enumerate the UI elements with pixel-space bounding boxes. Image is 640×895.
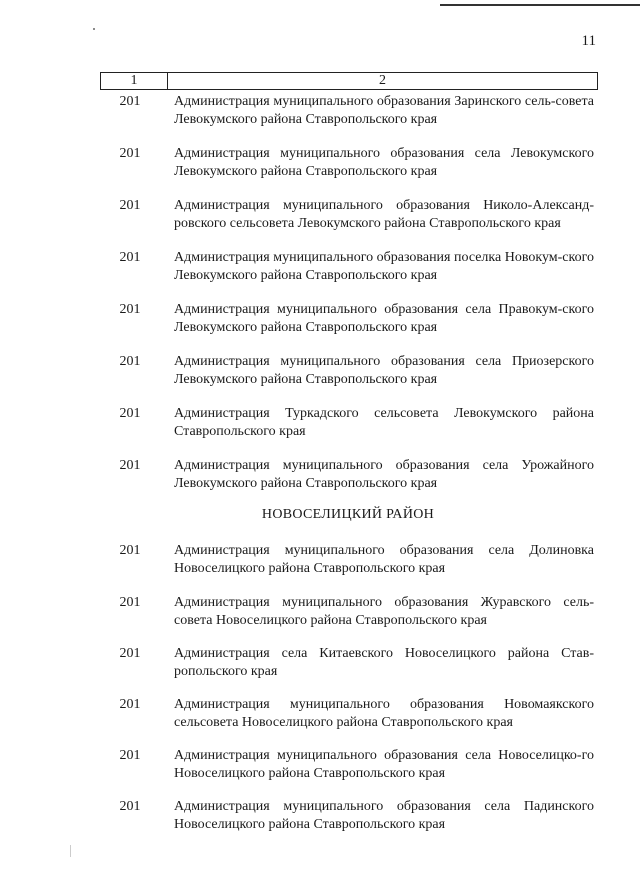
table-row: [100, 145, 596, 181]
row-code: 201: [119, 458, 141, 473]
section-heading: НОВОСЕЛИЦКИЙ РАЙОН: [261, 507, 435, 522]
row-name: Администрация муниципального образования села Левокумского Левокумского района Ставропольского края: [174, 146, 594, 179]
row-code: 201: [119, 697, 141, 712]
row-name: Администрация муниципального образования села Долиновка Новоселицкого района Ставропольского края: [174, 543, 594, 576]
table-row: [100, 594, 596, 630]
row-name: Администрация села Китаевского Новоселицкого района Став-ропольского края: [174, 646, 594, 679]
row-name: Администрация муниципального образования села Новоселицко-го Новоселицкого района Ставропольского края: [174, 748, 594, 781]
table-row: [100, 93, 596, 129]
table-header-row: [100, 72, 598, 90]
row-name: Администрация муниципального образования Новомаякского сельсовета Новоселицкого района Ставропольского края: [174, 697, 594, 730]
row-name: Администрация муниципального образования села Падинского Новоселицкого района Ставропольского края: [174, 799, 594, 832]
table-row: [100, 353, 596, 389]
table-row: [100, 457, 596, 493]
row-code: 201: [119, 354, 141, 369]
row-name: Администрация муниципального образования Журавского сель-совета Новоселицкого района Ставропольского края: [174, 595, 594, 628]
row-name: Администрация муниципального образования Николо-Александ-ровского сельсовета Левокумского района Ставропольского края: [174, 198, 594, 231]
table-row: [100, 405, 596, 441]
row-code: 201: [119, 250, 141, 265]
table-row: [100, 798, 596, 834]
row-name: Администрация муниципального образования поселка Новокум-ского Левокумского района Ставропольского края: [174, 250, 594, 283]
row-name: Администрация муниципального образования Заринского сель-совета Левокумского района Ставропольского края: [174, 94, 594, 127]
column-2-header: 2: [379, 73, 386, 88]
row-code: 201: [119, 198, 141, 213]
row-code: 201: [119, 646, 141, 661]
page-number: 11: [581, 33, 596, 49]
row-name: Администрация муниципального образования села Правокум-ского Левокумского района Ставропольского края: [174, 302, 594, 335]
table-row: [100, 645, 596, 681]
column-1-header: 1: [101, 73, 168, 89]
table-row: [100, 249, 596, 285]
scan-mark: [70, 845, 71, 857]
row-code: 201: [119, 799, 141, 814]
scan-edge-line: [440, 4, 640, 6]
row-name: Администрация муниципального образования села Урожайного Левокумского района Ставропольского края: [174, 458, 594, 491]
table-row: [100, 747, 596, 783]
table-row: [100, 542, 596, 578]
scan-speck: [93, 28, 95, 30]
row-name: Администрация муниципального образования села Приозерского Левокумского района Ставропольского края: [174, 354, 594, 387]
row-code: 201: [119, 595, 141, 610]
table-row: [100, 301, 596, 337]
row-code: 201: [119, 748, 141, 763]
row-code: 201: [119, 543, 141, 558]
row-name: Администрация Туркадского сельсовета Левокумского района Ставропольского края: [174, 406, 594, 439]
table-row: [100, 197, 596, 233]
row-code: 201: [119, 94, 141, 109]
table-row: [100, 696, 596, 732]
row-code: 201: [119, 406, 141, 421]
row-code: 201: [119, 302, 141, 317]
row-code: 201: [119, 146, 141, 161]
